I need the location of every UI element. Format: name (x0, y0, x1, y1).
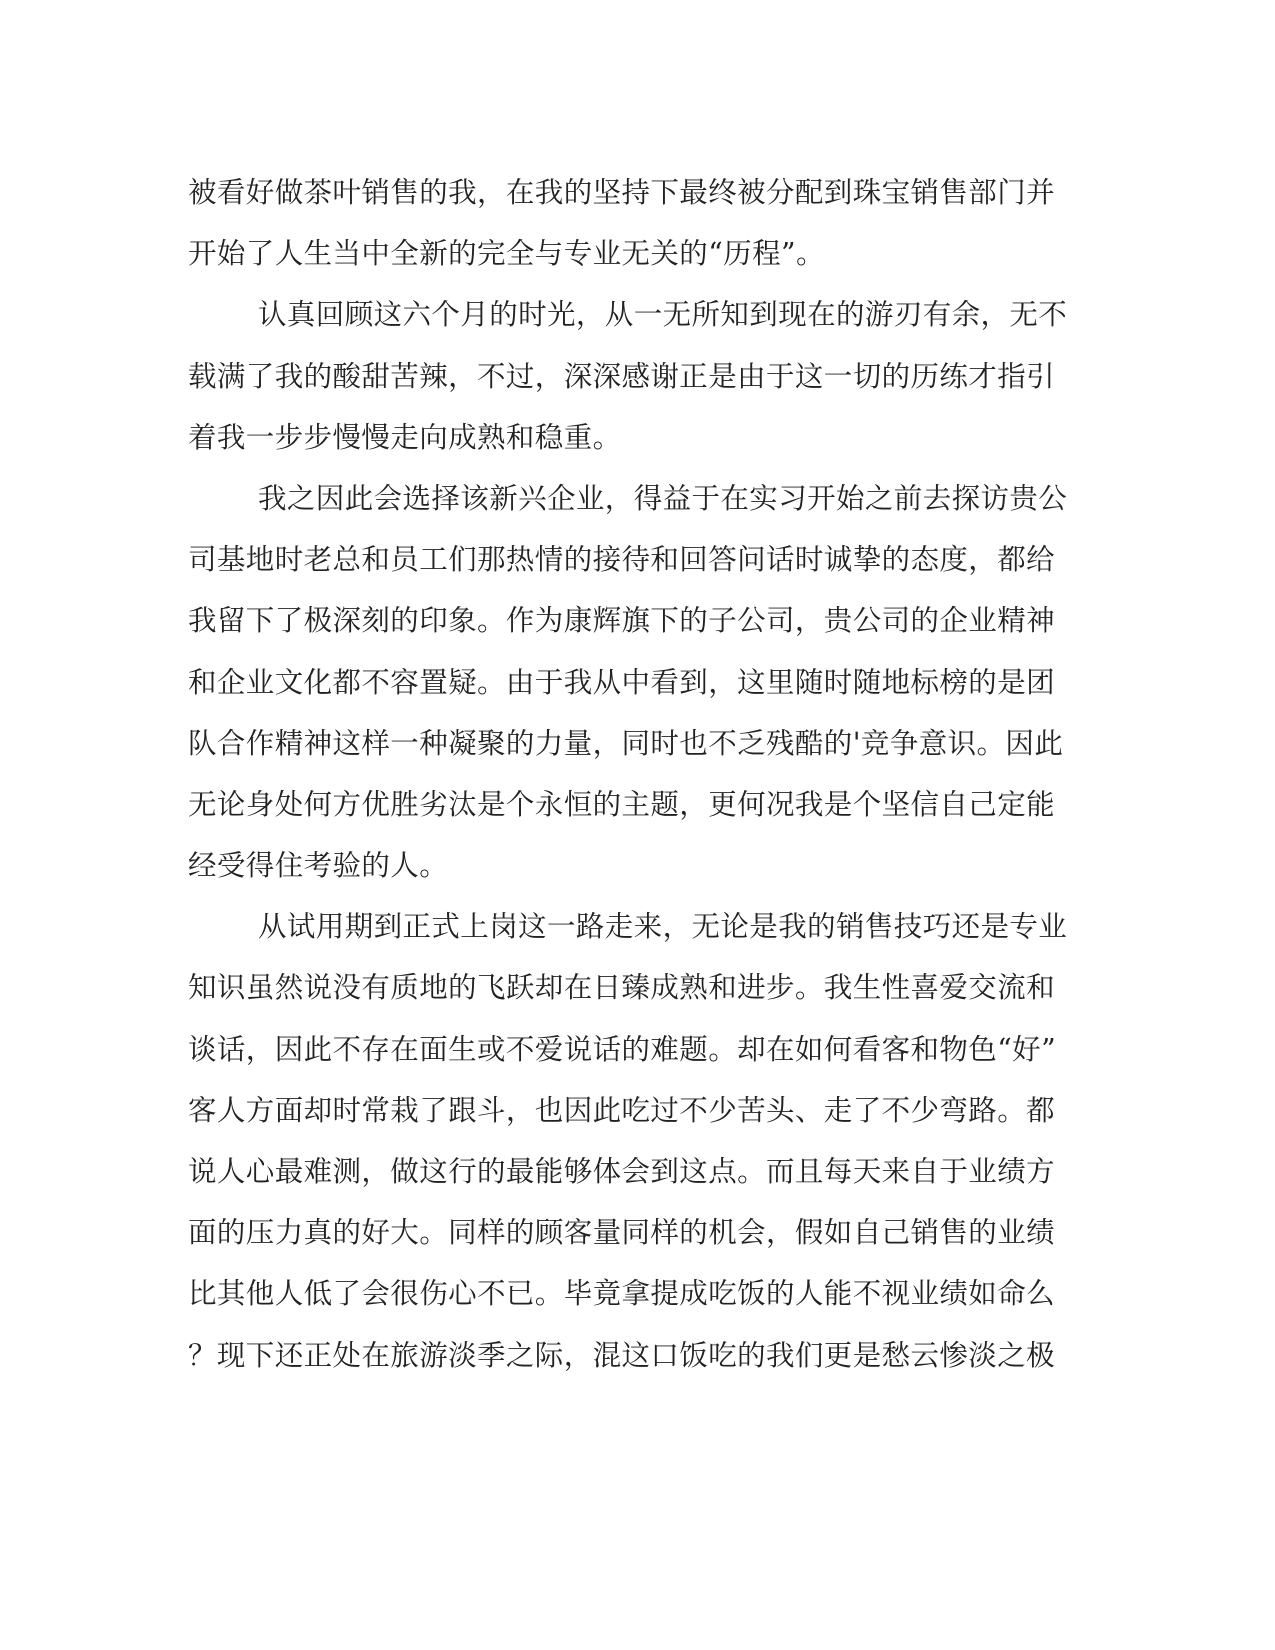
paragraph-line: 说人心最难测，做这行的最能够体会到这点。而且每天来自于业绩方 (188, 1155, 1056, 1188)
paragraph-line: 经受得住考验的人。 (188, 849, 449, 883)
paragraph-line: 我之因此会选择该新兴企业，得益于在实习开始之前去探访贵公 (258, 481, 1068, 515)
paragraph-line: 无论身处何方优胜劣汰是个永恒的主题，更何况我是个坚信自己定能 (188, 787, 1056, 821)
document-body (188, 162, 1088, 1386)
paragraph-line: 比其他人低了会很伤心不已。毕竟拿提成吃饭的人能不视业绩如命么 (188, 1277, 1056, 1311)
paragraph-line: 载满了我的酸甜苦辣，不过，深深感谢正是由于这一切的历练才指引 (188, 359, 1056, 393)
paragraph-line: ？现下还正处在旅游淡季之际，混这口饭吃的我们更是愁云惨淡之极 (188, 1338, 1056, 1372)
paragraph-line: 客人方面却时常栽了跟斗，也因此吃过不少苦头、走了不少弯路。都 (188, 1093, 1056, 1127)
paragraph-line: 知识虽然说没有质地的飞跃却在日臻成熟和进步。我生性喜爱交流和 (188, 971, 1056, 1005)
paragraph-line: 面的压力真的好大。同样的顾客量同样的机会，假如自己销售的业绩 (188, 1216, 1056, 1250)
paragraph-line: 开始了人生当中全新的完全与专业无关的“历程”。 (188, 237, 825, 271)
paragraph-line: 认真回顾这六个月的时光，从一无所知到现在的游刃有余，无不 (258, 298, 1068, 332)
paragraph-line: 从试用期到正式上岗这一路走来，无论是我的销售技巧还是专业 (258, 910, 1068, 944)
paragraph-line: 我留下了极深刻的印象。作为康辉旗下的子公司，贵公司的企业精神 (188, 604, 1056, 638)
paragraph-line: 谈话，因此不存在面生或不爱说话的难题。却在如何看客和物色“好” (188, 1032, 1057, 1066)
paragraph-line: 队合作精神这样一种凝聚的力量，同时也不乏残酷的'竞争意识。因此 (188, 726, 1064, 760)
paragraph-line: 着我一步步慢慢走向成熟和稳重。 (188, 420, 622, 454)
paragraph-line: 和企业文化都不容置疑。由于我从中看到，这里随时随地标榜的是团 (188, 665, 1056, 699)
paragraph-line: 司基地时老总和员工们那热情的接待和回答问话时诚挚的态度，都给 (188, 543, 1056, 577)
paragraph-line: 被看好做茶叶销售的我，在我的坚持下最终被分配到珠宝销售部门并 (188, 176, 1056, 209)
